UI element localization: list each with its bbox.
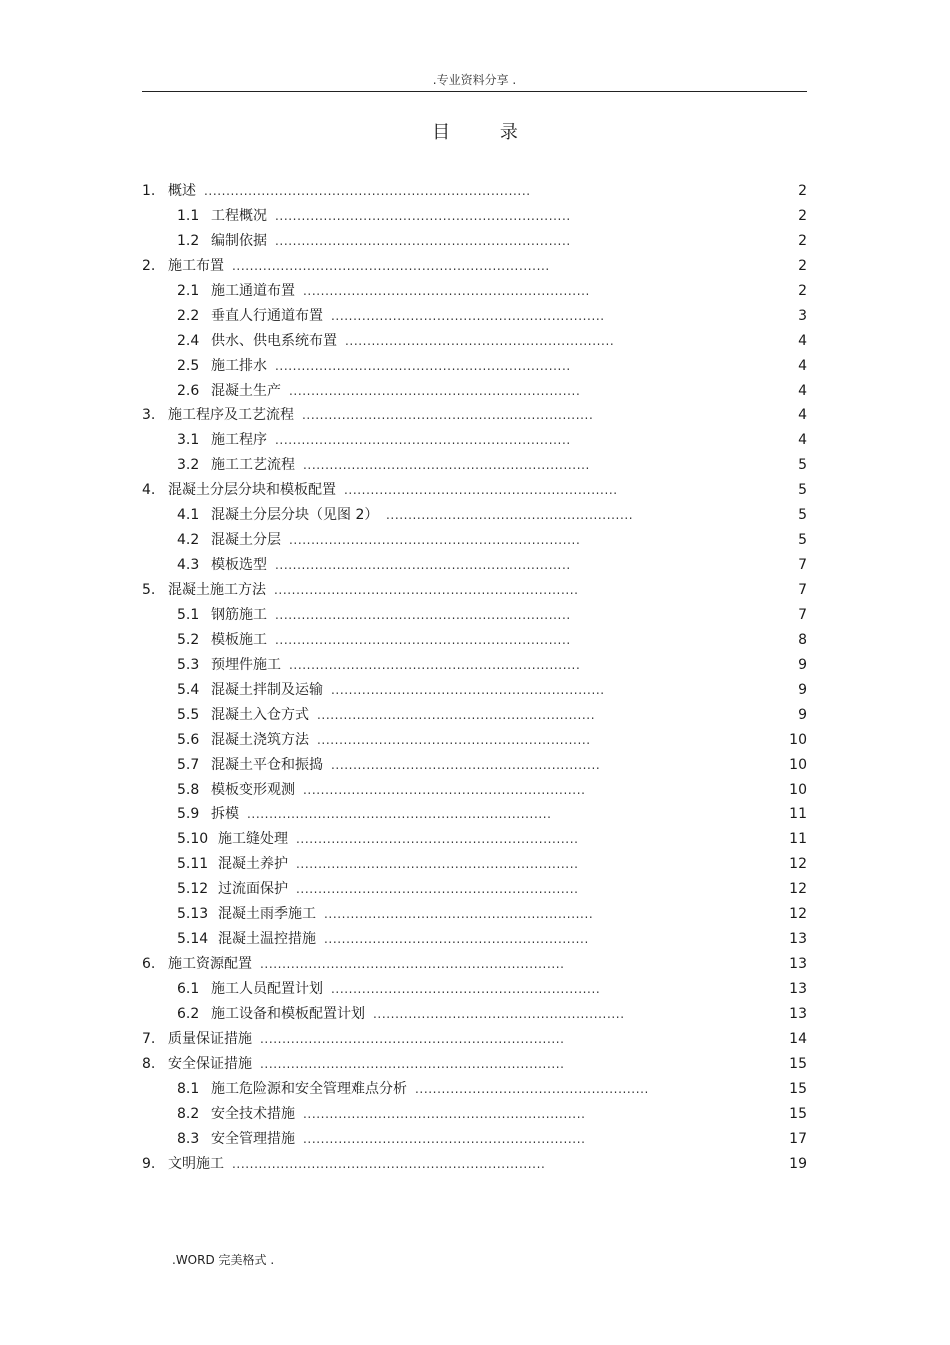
toc-entry[interactable] — [142, 279, 807, 304]
toc-entry-number: 2.5 — [177, 357, 200, 374]
toc-entry[interactable] — [142, 254, 807, 279]
toc-entry-label: 模板施工 — [211, 631, 267, 648]
toc-entry-page: 14 — [789, 1030, 807, 1047]
toc-leader-dots: .................................................................. — [289, 533, 581, 548]
toc-entry-number: 3. — [142, 407, 156, 424]
toc-entry-number: 6. — [142, 956, 156, 973]
toc-entry[interactable] — [142, 877, 807, 902]
toc-leader-dots: ............................................................ — [324, 932, 589, 947]
toc-entry-number: 8. — [142, 1055, 156, 1072]
toc-entry[interactable] — [142, 503, 807, 528]
page-title: 目 录 — [432, 122, 540, 143]
toc-entry-label: 施工工艺流程 — [211, 457, 295, 474]
toc-entry-page: 4 — [798, 432, 807, 449]
toc-entry[interactable] — [142, 827, 807, 852]
toc-entry-page: 2 — [798, 257, 807, 274]
toc-entry-label: 混凝土浇筑方法 — [211, 731, 309, 748]
toc-entry-number: 7. — [142, 1030, 156, 1047]
toc-entry[interactable] — [142, 728, 807, 753]
toc-entry-number: 1.1 — [177, 207, 200, 224]
toc-entry-page: 7 — [798, 606, 807, 623]
toc-entry-page: 12 — [789, 856, 807, 873]
toc-leader-dots: ............................................................. — [331, 982, 601, 996]
toc-entry[interactable] — [142, 603, 807, 628]
toc-entry[interactable] — [142, 229, 807, 254]
toc-leader-dots: ................................................................... — [275, 358, 571, 373]
toc-entry-page: 10 — [789, 756, 807, 773]
toc-entry[interactable] — [142, 1027, 807, 1052]
toc-leader-dots: ................................................................ — [296, 857, 579, 872]
toc-entry-page: 15 — [789, 1105, 807, 1122]
toc-entry-page: 19 — [789, 1155, 807, 1172]
toc-entry[interactable] — [142, 1077, 807, 1102]
toc-entry-label: 模板选型 — [211, 557, 267, 574]
toc-entry-number: 4.1 — [177, 507, 200, 524]
toc-entry-page: 10 — [789, 731, 807, 748]
toc-entry[interactable] — [142, 753, 807, 778]
toc-entry-label: 施工危险源和安全管理难点分析 — [211, 1080, 407, 1097]
toc-entry-label: 混凝土养护 — [218, 856, 288, 873]
toc-entry-label: 安全管理措施 — [211, 1130, 295, 1147]
toc-entry[interactable] — [142, 977, 807, 1002]
toc-entry-page: 9 — [798, 706, 807, 723]
toc-entry-number: 6.2 — [177, 1005, 200, 1022]
toc-entry-page: 12 — [789, 906, 807, 923]
toc-entry-label: 预埋件施工 — [211, 656, 281, 673]
toc-entry-number: 5.11 — [177, 856, 209, 873]
toc-leader-dots: ................................................................ — [303, 1131, 586, 1146]
toc-entry-page: 5 — [798, 507, 807, 524]
toc-entry[interactable] — [142, 952, 807, 977]
toc-entry-label: 拆模 — [211, 806, 239, 823]
toc-entry[interactable] — [142, 1127, 807, 1152]
toc-entry-number: 5.14 — [177, 931, 209, 948]
toc-entry-label: 混凝土入仓方式 — [211, 706, 309, 723]
toc-entry-number: 2. — [142, 257, 156, 274]
toc-entry-number: 5.1 — [177, 606, 200, 623]
toc-entry-number: 5.10 — [177, 831, 209, 848]
toc-entry-number: 5.2 — [177, 631, 200, 648]
toc-entry-label: 质量保证措施 — [168, 1030, 252, 1047]
toc-entry-page: 8 — [798, 631, 807, 648]
toc-entry-page: 11 — [789, 831, 807, 848]
toc-entry-page: 17 — [789, 1130, 807, 1147]
toc-entry-page: 3 — [798, 307, 807, 324]
toc-leader-dots: ........................................................................ — [232, 258, 550, 273]
toc-leader-dots: .............................................................. — [331, 308, 605, 323]
toc-leader-dots: ..................................................... — [415, 1081, 649, 1096]
toc-entry-label: 工程概况 — [211, 207, 267, 224]
toc-leader-dots: ..................................................................... — [247, 807, 552, 822]
toc-entry-number: 5. — [142, 582, 156, 598]
toc-entry-number: 9. — [142, 1155, 156, 1172]
toc-entry[interactable] — [142, 902, 807, 927]
toc-entry-number: 6.1 — [177, 981, 200, 997]
toc-entry-number: 2.2 — [177, 307, 200, 324]
toc-entry-label: 钢筋施工 — [211, 606, 267, 623]
toc-entry-label: 混凝土雨季施工 — [218, 906, 316, 923]
toc-entry-page: 13 — [789, 956, 807, 973]
toc-leader-dots: ..................................................................... — [260, 957, 565, 972]
toc-entry-label: 概述 — [168, 183, 196, 199]
toc-entry-number: 2.1 — [177, 282, 200, 299]
toc-leader-dots: ..................................................................... — [274, 583, 579, 597]
toc-entry-page: 5 — [798, 532, 807, 549]
toc-entry-page: 2 — [798, 207, 807, 224]
toc-entry-label: 施工程序及工艺流程 — [168, 407, 294, 424]
toc-entry[interactable] — [142, 1152, 807, 1177]
toc-leader-dots: ............................................................. — [345, 333, 615, 348]
toc-entry-label: 混凝土分层分块和模板配置 — [168, 482, 336, 499]
toc-entry-page: 13 — [789, 931, 807, 948]
toc-entry-number: 8.1 — [177, 1080, 200, 1097]
toc-entry-page: 2 — [798, 183, 807, 199]
toc-entry[interactable] — [142, 1002, 807, 1027]
toc-leader-dots: .................................................................. — [302, 408, 594, 423]
toc-leader-dots: ............................................................. — [331, 757, 601, 772]
toc-entry-label: 文明施工 — [168, 1155, 224, 1172]
toc-entry-label: 编制依据 — [211, 232, 267, 249]
toc-entry[interactable] — [142, 528, 807, 553]
toc-leader-dots: ................................................................... — [275, 208, 571, 223]
toc-entry[interactable] — [142, 653, 807, 678]
toc-entry[interactable] — [142, 354, 807, 379]
toc-entry[interactable] — [142, 578, 807, 603]
toc-entry[interactable] — [142, 852, 807, 877]
toc-entry-page: 13 — [789, 981, 807, 997]
toc-entry-number: 5.13 — [177, 906, 209, 923]
toc-entry-label: 混凝土生产 — [211, 382, 281, 399]
toc-entry-label: 供水、供电系统布置 — [211, 332, 337, 349]
toc-entry[interactable] — [142, 1102, 807, 1127]
toc-leader-dots: ............................................................... — [317, 707, 596, 722]
toc-entry-number: 5.5 — [177, 706, 200, 723]
toc-entry-page: 9 — [798, 681, 807, 698]
toc-entry-label: 过流面保护 — [218, 881, 288, 898]
toc-leader-dots: ..................................................................... — [260, 1056, 565, 1071]
toc-entry[interactable] — [142, 179, 807, 204]
toc-entry-label: 安全技术措施 — [211, 1105, 295, 1122]
toc-entry[interactable] — [142, 628, 807, 653]
toc-entry-page: 2 — [798, 282, 807, 299]
toc-leader-dots: ................................................................... — [275, 433, 571, 448]
toc-entry-page: 15 — [789, 1055, 807, 1072]
toc-entry-label: 混凝土分层 — [211, 532, 281, 549]
toc-entry[interactable] — [142, 478, 807, 503]
toc-entry[interactable] — [142, 329, 807, 354]
toc-entry-number: 4. — [142, 482, 156, 499]
toc-entry-label: 施工设备和模板配置计划 — [211, 1005, 365, 1022]
toc-entry-number: 2.6 — [177, 382, 200, 399]
toc-entry-page: 12 — [789, 881, 807, 898]
toc-entry-number: 5.12 — [177, 881, 209, 898]
toc-entry-page: 10 — [789, 781, 807, 798]
toc-entry[interactable] — [142, 204, 807, 229]
toc-leader-dots: ................................................................ — [296, 882, 579, 897]
toc-entry-label: 混凝土拌制及运输 — [211, 681, 323, 698]
toc-entry[interactable] — [142, 403, 807, 428]
toc-leader-dots: ................................................................... — [275, 233, 571, 248]
toc-entry-page: 15 — [789, 1080, 807, 1097]
toc-entry-label: 施工布置 — [168, 257, 224, 274]
toc-entry[interactable] — [142, 1052, 807, 1077]
toc-entry-number: 5.3 — [177, 656, 200, 673]
toc-entry-label: 施工缝处理 — [218, 831, 288, 848]
toc-leader-dots: ................................................................ — [303, 782, 586, 797]
toc-entry-page: 5 — [798, 457, 807, 474]
toc-entry[interactable] — [142, 703, 807, 728]
toc-entry-number: 5.7 — [177, 756, 200, 773]
toc-entry-page: 4 — [798, 382, 807, 399]
toc-leader-dots: .............................................................. — [344, 483, 618, 498]
toc-entry-number: 3.1 — [177, 432, 200, 449]
toc-entry-number: 5.9 — [177, 806, 200, 823]
toc-entry[interactable] — [142, 778, 807, 803]
toc-entry[interactable] — [142, 802, 807, 827]
toc-entry-number: 1. — [142, 183, 156, 199]
toc-leader-dots: .............................................................. — [317, 732, 591, 747]
toc-leader-dots: ........................................................ — [386, 508, 634, 523]
toc-entry-page: 4 — [798, 407, 807, 424]
toc-entry-page: 7 — [798, 582, 807, 598]
toc-entry[interactable] — [142, 304, 807, 329]
toc-entry[interactable] — [142, 428, 807, 453]
toc-leader-dots: ................................................................ — [303, 1106, 586, 1121]
toc-entry-page: 11 — [789, 806, 807, 823]
toc-leader-dots: ................................................................... — [275, 558, 571, 573]
toc-entry-number: 5.4 — [177, 681, 200, 698]
toc-leader-dots: ................................................................... — [275, 632, 571, 647]
toc-entry[interactable] — [142, 678, 807, 703]
toc-entry-label: 混凝土施工方法 — [168, 582, 266, 598]
toc-leader-dots: ................................................................ — [296, 832, 579, 847]
toc-entry-label: 施工排水 — [211, 357, 267, 374]
toc-leader-dots: .......................................................................... — [204, 184, 531, 198]
toc-entry-page: 4 — [798, 332, 807, 349]
toc-entry-label: 混凝土温控措施 — [218, 931, 316, 948]
toc-entry-label: 安全保证措施 — [168, 1055, 252, 1072]
table-of-contents — [142, 179, 807, 1177]
page-header: .专业资料分享 . — [432, 73, 517, 87]
toc-entry-number: 5.8 — [177, 781, 200, 798]
toc-entry-page: 13 — [789, 1005, 807, 1022]
toc-entry-label: 垂直人行通道布置 — [211, 307, 323, 324]
toc-entry-number: 5.6 — [177, 731, 200, 748]
toc-entry-page: 4 — [798, 357, 807, 374]
toc-entry[interactable] — [142, 453, 807, 478]
toc-entry-page: 9 — [798, 656, 807, 673]
toc-entry-label: 混凝土平仓和振捣 — [211, 756, 323, 773]
toc-leader-dots: .................................................................. — [289, 383, 581, 398]
toc-leader-dots: ......................................................... — [373, 1006, 625, 1021]
toc-entry-label: 施工程序 — [211, 432, 267, 449]
toc-leader-dots: ................................................................... — [275, 607, 571, 622]
toc-entry-label: 混凝土分层分块（见图 2） — [211, 507, 379, 524]
toc-entry-label: 施工通道布置 — [211, 282, 295, 299]
toc-entry-number: 1.2 — [177, 232, 200, 249]
toc-entry-number: 4.2 — [177, 532, 200, 549]
toc-entry-page: 7 — [798, 557, 807, 574]
page-footer: .WORD 完美格式 . — [172, 1253, 275, 1267]
toc-entry-page: 2 — [798, 232, 807, 249]
toc-entry-number: 3.2 — [177, 457, 200, 474]
toc-entry-number: 8.2 — [177, 1105, 200, 1122]
toc-entry[interactable] — [142, 553, 807, 578]
toc-leader-dots: ....................................................................... — [232, 1156, 546, 1171]
toc-entry-label: 模板变形观测 — [211, 781, 295, 798]
toc-entry[interactable] — [142, 927, 807, 952]
toc-entry-number: 2.4 — [177, 332, 200, 349]
toc-leader-dots: ..................................................................... — [260, 1031, 565, 1046]
header-rule — [142, 91, 807, 92]
toc-leader-dots: .............................................................. — [331, 682, 605, 697]
toc-entry-number: 4.3 — [177, 557, 200, 574]
toc-entry[interactable] — [142, 379, 807, 404]
toc-leader-dots: ................................................................. — [303, 458, 590, 473]
toc-entry-label: 施工人员配置计划 — [211, 981, 323, 997]
toc-entry-number: 8.3 — [177, 1130, 200, 1147]
toc-entry-label: 施工资源配置 — [168, 956, 252, 973]
toc-entry-page: 5 — [798, 482, 807, 499]
toc-leader-dots: .................................................................. — [289, 657, 581, 672]
toc-leader-dots: ............................................................. — [324, 907, 594, 922]
toc-leader-dots: ................................................................. — [303, 283, 590, 298]
